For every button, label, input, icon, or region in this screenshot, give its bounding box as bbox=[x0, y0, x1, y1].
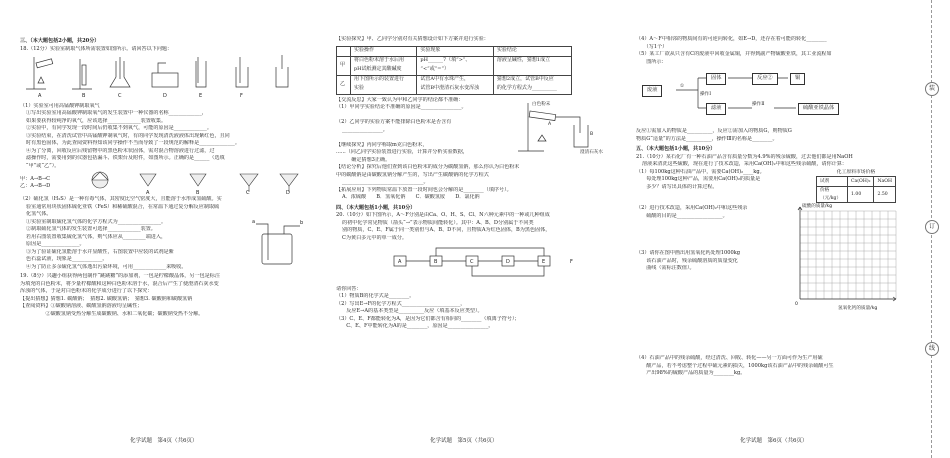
page-6-footer: 化学试题 第6页（共6页） bbox=[740, 438, 808, 444]
table-cell: 甲 bbox=[337, 56, 351, 75]
page-4-column bbox=[20, 36, 320, 318]
q20-answer-line: （3）C、E、F都能转化为A，是因为它们都含有相同的________（填离子符号）； bbox=[336, 315, 520, 322]
table-cell: 猜想2成立，试管B中反应 bbox=[493, 75, 571, 85]
chart-x-label: 氢氧化钙的质量/kg bbox=[838, 306, 878, 311]
q18-part2-line: 原因是_______________。 bbox=[26, 241, 85, 247]
flow-node-copper: 铜 bbox=[790, 73, 805, 85]
flask-label-limewater: 澄清石灰水 bbox=[580, 149, 603, 155]
q20-flow-line: 物质G“适量”的方法是__________，操作Ⅲ的名称是________。 bbox=[636, 135, 778, 142]
table-cell: pH______7（填“>”、 bbox=[417, 56, 494, 66]
flow-step-1: ① bbox=[680, 84, 685, 89]
experiment-title: 【实验探究】甲、乙同学分别对有关猜想设计如下方案并进行实验： bbox=[336, 36, 489, 42]
flask-label-a: A bbox=[548, 121, 552, 127]
q18-line: “甲”或“乙”）。 bbox=[26, 162, 60, 169]
q18-part2-line: 验室通常用块状固体硫化亚铁（FeS）和稀硫酸混合，在常温下通过复分解反应制取硫 bbox=[26, 203, 220, 210]
q18-part2-line: ④为了防止多余硫化氢气体逸出污染环境，可用_____________来吸收。 bbox=[26, 263, 187, 270]
q20-answer-line: （2）写出E→F的化学方程式_______________________， bbox=[336, 300, 466, 307]
sulfuric-acid-grid-chart bbox=[786, 199, 902, 315]
price-cell: 2.50 bbox=[874, 187, 896, 203]
price-table-block bbox=[816, 169, 896, 204]
table-row bbox=[337, 85, 572, 95]
q20-line: 的初中化学常见物质（箭头“→”表示物质间能转化）。其中：A、B、D分别属于不同类 bbox=[342, 219, 534, 226]
apparatus-label-a: A bbox=[38, 93, 42, 99]
q19-line: 【查阅资料】①碳酸钠溶液、碳酸氢钠溶液均呈碱性； bbox=[20, 303, 143, 309]
reflect-line: 【拓展应用】下列物质常温下放置一段时间也会分解的是________（填序号）。 bbox=[336, 186, 512, 193]
q20-answer-line: 反应E→A的基本类型是__________反应（填基本反应类型）。 bbox=[336, 308, 483, 314]
q18-part2-line: 若用右图装置收集硫化氢气体，则气体应从_________端进入， bbox=[26, 233, 167, 240]
chart-y-label: 硫酸的质量/kg bbox=[802, 204, 833, 209]
flow-node-waste-liquid: 废液 bbox=[642, 85, 662, 97]
table-row bbox=[337, 66, 572, 76]
apparatus-label-e: E bbox=[199, 93, 203, 99]
page-5-footer: 化学试题 第5页（共6页） bbox=[430, 438, 498, 444]
binding-seal: 线 bbox=[925, 342, 939, 356]
page-6-column bbox=[636, 36, 908, 378]
filter-label-b: B bbox=[196, 190, 200, 196]
table-cell: 试管B中澄清石灰水变浑浊 bbox=[417, 85, 494, 95]
q18-line: ①写出实验室用高锰酸钾制取氧气的发生装置中一种仪器的名称_____________， bbox=[26, 110, 207, 116]
bottle-port-b: b bbox=[300, 219, 304, 226]
flask-label-b: B bbox=[590, 131, 594, 137]
table-cell: 试管A中有水珠产生， bbox=[417, 75, 494, 85]
q19-line: 19.（8分）兴趣小组获得两包制作“跳跳糖”的添加剂，一包是柠檬酸晶体，另一包是标注 bbox=[20, 273, 220, 279]
table-cell: 实验 bbox=[350, 85, 416, 95]
q21-line: 21.（10分）某石化厂有一种石油产品含有质量分数为4.9%的残余硫酸，过去他们都是用NaOH bbox=[636, 153, 853, 160]
reflect-line: ________________。 bbox=[342, 126, 388, 133]
price-header-cell: Ca(OH)₂ bbox=[848, 177, 874, 187]
apparatus-label-f: F bbox=[240, 93, 243, 99]
price-cell: 1.00 bbox=[848, 187, 874, 203]
table-header-cell: 实验现象 bbox=[417, 46, 494, 56]
q18-line: 如果要获得较纯净的氧气，应该选择_____________装置收集。 bbox=[26, 117, 167, 124]
reflect-line: （1）甲同学实验结论不准确的原因是________________。 bbox=[336, 104, 467, 110]
q18-part2-line: ②制取硫化氢气体的发生装置可选择_____________装置。 bbox=[26, 226, 156, 232]
section-5-title: 五、（本大题包括1小题，共10分） bbox=[636, 146, 716, 152]
filter-paper-legend bbox=[20, 176, 80, 191]
q19-line: 浑浊的气体，于是对白色粉末的化学成分进行了以下探究： bbox=[20, 288, 153, 294]
flask-label-powder: 白色粉末 bbox=[532, 101, 551, 107]
section-4-title: 四、（本大题包括1小题，共10分） bbox=[336, 204, 416, 211]
q20-answer-line: C、E、F中能转化为A的是________，原因是________________。 bbox=[336, 323, 494, 329]
node-f: F bbox=[570, 259, 573, 265]
page-4-footer: 化学试题 第4页（共6页） bbox=[130, 438, 198, 444]
q20-answer-line: （1）物质B的化学式是________。 bbox=[336, 293, 415, 299]
table-header-row bbox=[337, 46, 572, 56]
q20-cont-line: （5）某工厂欲从只含有C的废液中回收金属铜，并得到副产物硫酸亚铁，其工业流程如 bbox=[636, 51, 832, 57]
q18-line: ②实验中，有同学发现一段时间后仍收集不到氧气，可能的原因是_____________。 bbox=[26, 125, 212, 131]
apparatus-label-b: B bbox=[82, 93, 86, 99]
table-cell: 乙 bbox=[337, 75, 351, 94]
q20-line: 别的物质，C、E、F属于同一类别但与A、B、D不同，且物质A为红色固体，B为黑色固体， bbox=[342, 227, 551, 233]
node-a: A bbox=[398, 259, 402, 265]
reflect-line: （2）乙同学的实验方案不能排除白色粉末是否含有 bbox=[336, 119, 452, 125]
q18-part2-line: ①实验室制取硫化氢气体的化学方程式为_________________。 bbox=[26, 218, 167, 225]
price-table-title: 化工原料市场价格 bbox=[836, 169, 876, 175]
q18-part2-line: ③为了验证硫化氢能溶于水并显酸性，右图装置中应装的试剂是紫 bbox=[26, 248, 174, 255]
q18-line: 时有黑色固体，为此查阅资料得知该同学操作不当而导致了一段规范的解释是______________。 bbox=[26, 140, 240, 146]
table-cell: 的化学方程式为__________ bbox=[493, 85, 571, 95]
q21-final-line: （4）石油产品中的残余硫酸，经过清洗、回收、转化——另一方面可作为生产用硫 bbox=[636, 355, 823, 361]
q21-line: 每处理100kg这种产品，需要用Ca(OH)₂的质量是 bbox=[636, 176, 761, 182]
q20-cont-line: （4）A～F中相邻的物质间有的可逆向转化，如E→D，还存在着可能的转化________ bbox=[636, 36, 827, 42]
flow-node-ferrous-sulfate: 硫酸亚铁晶体 bbox=[798, 103, 839, 115]
q18-line: ③实验结束，在清洗试管中高锰酸钾制氧气时，有的同学发现清洗液液体出现紫红色，且同 bbox=[26, 132, 230, 139]
reflect-line: ________________________________。 bbox=[342, 179, 429, 185]
table-header-cell bbox=[337, 46, 351, 56]
q21-line: 溶液来清洗这些硫酸，现在进行了技术改造，采用Ca(OH)₂中和这些残余硫酸，请你计算： bbox=[642, 161, 847, 167]
table-header-cell: 实验操作 bbox=[350, 46, 416, 56]
bottle-port-a: a bbox=[252, 219, 256, 225]
q18-part2-line: 色石蕊试液，现象是____________。 bbox=[26, 256, 108, 262]
node-e: E bbox=[542, 259, 546, 265]
process-flowchart bbox=[640, 68, 908, 126]
table-cell: 溶液呈碱性，猜想1成立 bbox=[493, 56, 571, 66]
reflect-line: A．浓硫酸 B．氢氧化钠 C．碳酸氢铵 D．氯化钠 bbox=[342, 194, 480, 200]
filter-label-c: C bbox=[246, 190, 250, 196]
q20-line: C为黄白多元中的单一成分。 bbox=[342, 234, 408, 241]
table-cell: “<”或“=”） bbox=[417, 66, 494, 76]
apparatus-label-c: C bbox=[118, 93, 122, 99]
table-row bbox=[337, 75, 572, 85]
binding-seal: 装 bbox=[925, 82, 939, 96]
q20-line: 20.（10分）如下图所示，A～F分别是由Ca、O、H、S、Cl、N六种元素中的一种或几种组成 bbox=[336, 212, 550, 218]
apparatus-label-d: D bbox=[163, 93, 167, 99]
apparatus-figure bbox=[20, 53, 320, 99]
table-cell bbox=[493, 66, 571, 76]
q21-part-line: 硫酸的目的是__________________。 bbox=[636, 212, 728, 219]
filter-fold-svg bbox=[80, 170, 310, 196]
q18-part2-line: （2）硫化氢（H₂S）是一种有毒气体，其密度比空气密度大，且能溶于水形成氢硫酸。实 bbox=[20, 196, 222, 202]
reflect-line: 【交流反思】大家一致认为甲和乙同学的结论都不准确： bbox=[336, 96, 464, 103]
q21-part-line: （3）请你在图中画出用氢氧化钙处理1000kg bbox=[636, 250, 741, 256]
q20-flow-line: 反应①需加入的物质是__________，反应②需加入的物质G，则物质G bbox=[636, 128, 792, 134]
filter-paper-figure bbox=[20, 170, 320, 196]
page-5-column bbox=[336, 36, 636, 331]
experiment-table bbox=[336, 46, 572, 95]
table-row bbox=[337, 56, 572, 66]
q21-final-line: 产出98%的硫酸产品的质量为________kg。 bbox=[636, 370, 746, 376]
binding-seal: 订 bbox=[925, 220, 939, 234]
paper-label-jia: 甲：A→B→C bbox=[20, 175, 51, 182]
reflect-line: 【继续探究】丙同学称取m克白色粉末， bbox=[336, 141, 428, 148]
q18-line: 滤操作时，需要用到的仪器包括漏斗、铁架台及附件，如图所示。正确的是______（选填 bbox=[26, 155, 225, 161]
relation-diagram bbox=[386, 242, 586, 282]
chart-origin-label: 0 bbox=[795, 302, 798, 307]
q21-part-line: 该石油产品时，残余硫酸溶质的质量变化 bbox=[636, 257, 738, 264]
price-cell: 价格（元/kg） bbox=[817, 187, 848, 203]
section-3-title: 三、（本大题包括2小题，共20分） bbox=[20, 38, 100, 44]
node-b: B bbox=[434, 259, 438, 265]
q19-line: 为填充的白色粉末，将少量柠檬酸和这种白色粉末溶于水，混合后产生了使澄清石灰水变 bbox=[20, 280, 219, 287]
table-header-cell: 实验结论 bbox=[493, 46, 571, 56]
q18-part2-line: 化氢气体。 bbox=[26, 211, 52, 217]
q21-final-line: 酸产品，若不考虑整个过程中硫元素的损失，1000kg该石油产品中的残余硫酸可生 bbox=[636, 362, 834, 369]
q21-line: （1）每100kg这种石油产品中，需要Ca(OH)₂____kg。 bbox=[636, 168, 765, 175]
question-18-stem: 18.（12分）实验室制取气体所需装置如图所示。请回答以下问题： bbox=[20, 45, 173, 52]
q18-line: ④为了分离，回收反应后残留物中的黑色粉末状固体，需对混合物溶液进行过滤，过 bbox=[26, 147, 215, 154]
q21-part-line: 曲线（需标注数值）。 bbox=[636, 265, 695, 271]
gas-bottle-figure bbox=[248, 220, 308, 268]
q21-part-line: （2）进行技术改造，采用Ca(OH)₂中和这些残余 bbox=[636, 205, 748, 211]
q20-cont-line: 图所示： bbox=[636, 58, 667, 65]
price-header-cell: 试剂 bbox=[817, 177, 848, 187]
reflect-line: ......（同乙同学实验装置进行实验，计算并分析实验数据， bbox=[336, 149, 468, 155]
q19-line: ②碳酸氢钠受热分解生成碳酸钠、水和二氧化碳；碳酸钠受热不分解。 bbox=[20, 310, 204, 317]
paper-label-yi: 乙：A→B→D bbox=[20, 183, 51, 189]
node-d: D bbox=[506, 259, 510, 265]
table-cell: 将白色粉末溶于水后用 bbox=[350, 56, 416, 66]
table-cell: 用下图所示的装置进行 bbox=[350, 75, 416, 85]
reflect-line: 【结论分析】探究后他们查到该白色粉末的成分为碳酸氢钠，那么你认为白色粉末 bbox=[336, 164, 520, 170]
reflect-line: 中的碳酸钠是由碳酸氢钠分解产生的，写出产生碳酸钠的化学方程式 bbox=[336, 171, 489, 178]
q20-cont-line: （写1个） bbox=[636, 43, 668, 50]
q19-line: 【提出猜想】猜想1. 碳酸钠； 猜想2. 碳酸氢钠； 猜想3. 碳酸钠和碳酸氢钠 bbox=[20, 295, 193, 302]
flow-op-2: 操作Ⅱ bbox=[752, 102, 765, 107]
node-c: C bbox=[470, 259, 474, 265]
filter-label-d: D bbox=[286, 190, 290, 196]
filter-label-a: A bbox=[146, 190, 150, 196]
reflect-line: 确定猜想3正确。 bbox=[336, 156, 391, 163]
q21-line: 多少？请写出具体的计算过程。 bbox=[636, 183, 718, 190]
price-header-row bbox=[817, 177, 896, 187]
flow-op-1: 操作Ⅰ bbox=[700, 92, 712, 97]
price-header-cell: NaOH bbox=[874, 177, 896, 187]
heating-apparatus-figure bbox=[514, 95, 614, 157]
flow-node-reaction-2: 反应② bbox=[752, 73, 778, 85]
q18-line: （1）实验室可用高锰酸钾制取氧气 bbox=[20, 102, 100, 109]
flow-node-filtrate: 滤液 bbox=[706, 103, 726, 115]
q20-answer-line: 请你回答： bbox=[336, 285, 362, 292]
flow-node-solid: 固体 bbox=[706, 73, 726, 85]
table-cell: pH试纸测定其酸碱度 bbox=[350, 66, 416, 76]
